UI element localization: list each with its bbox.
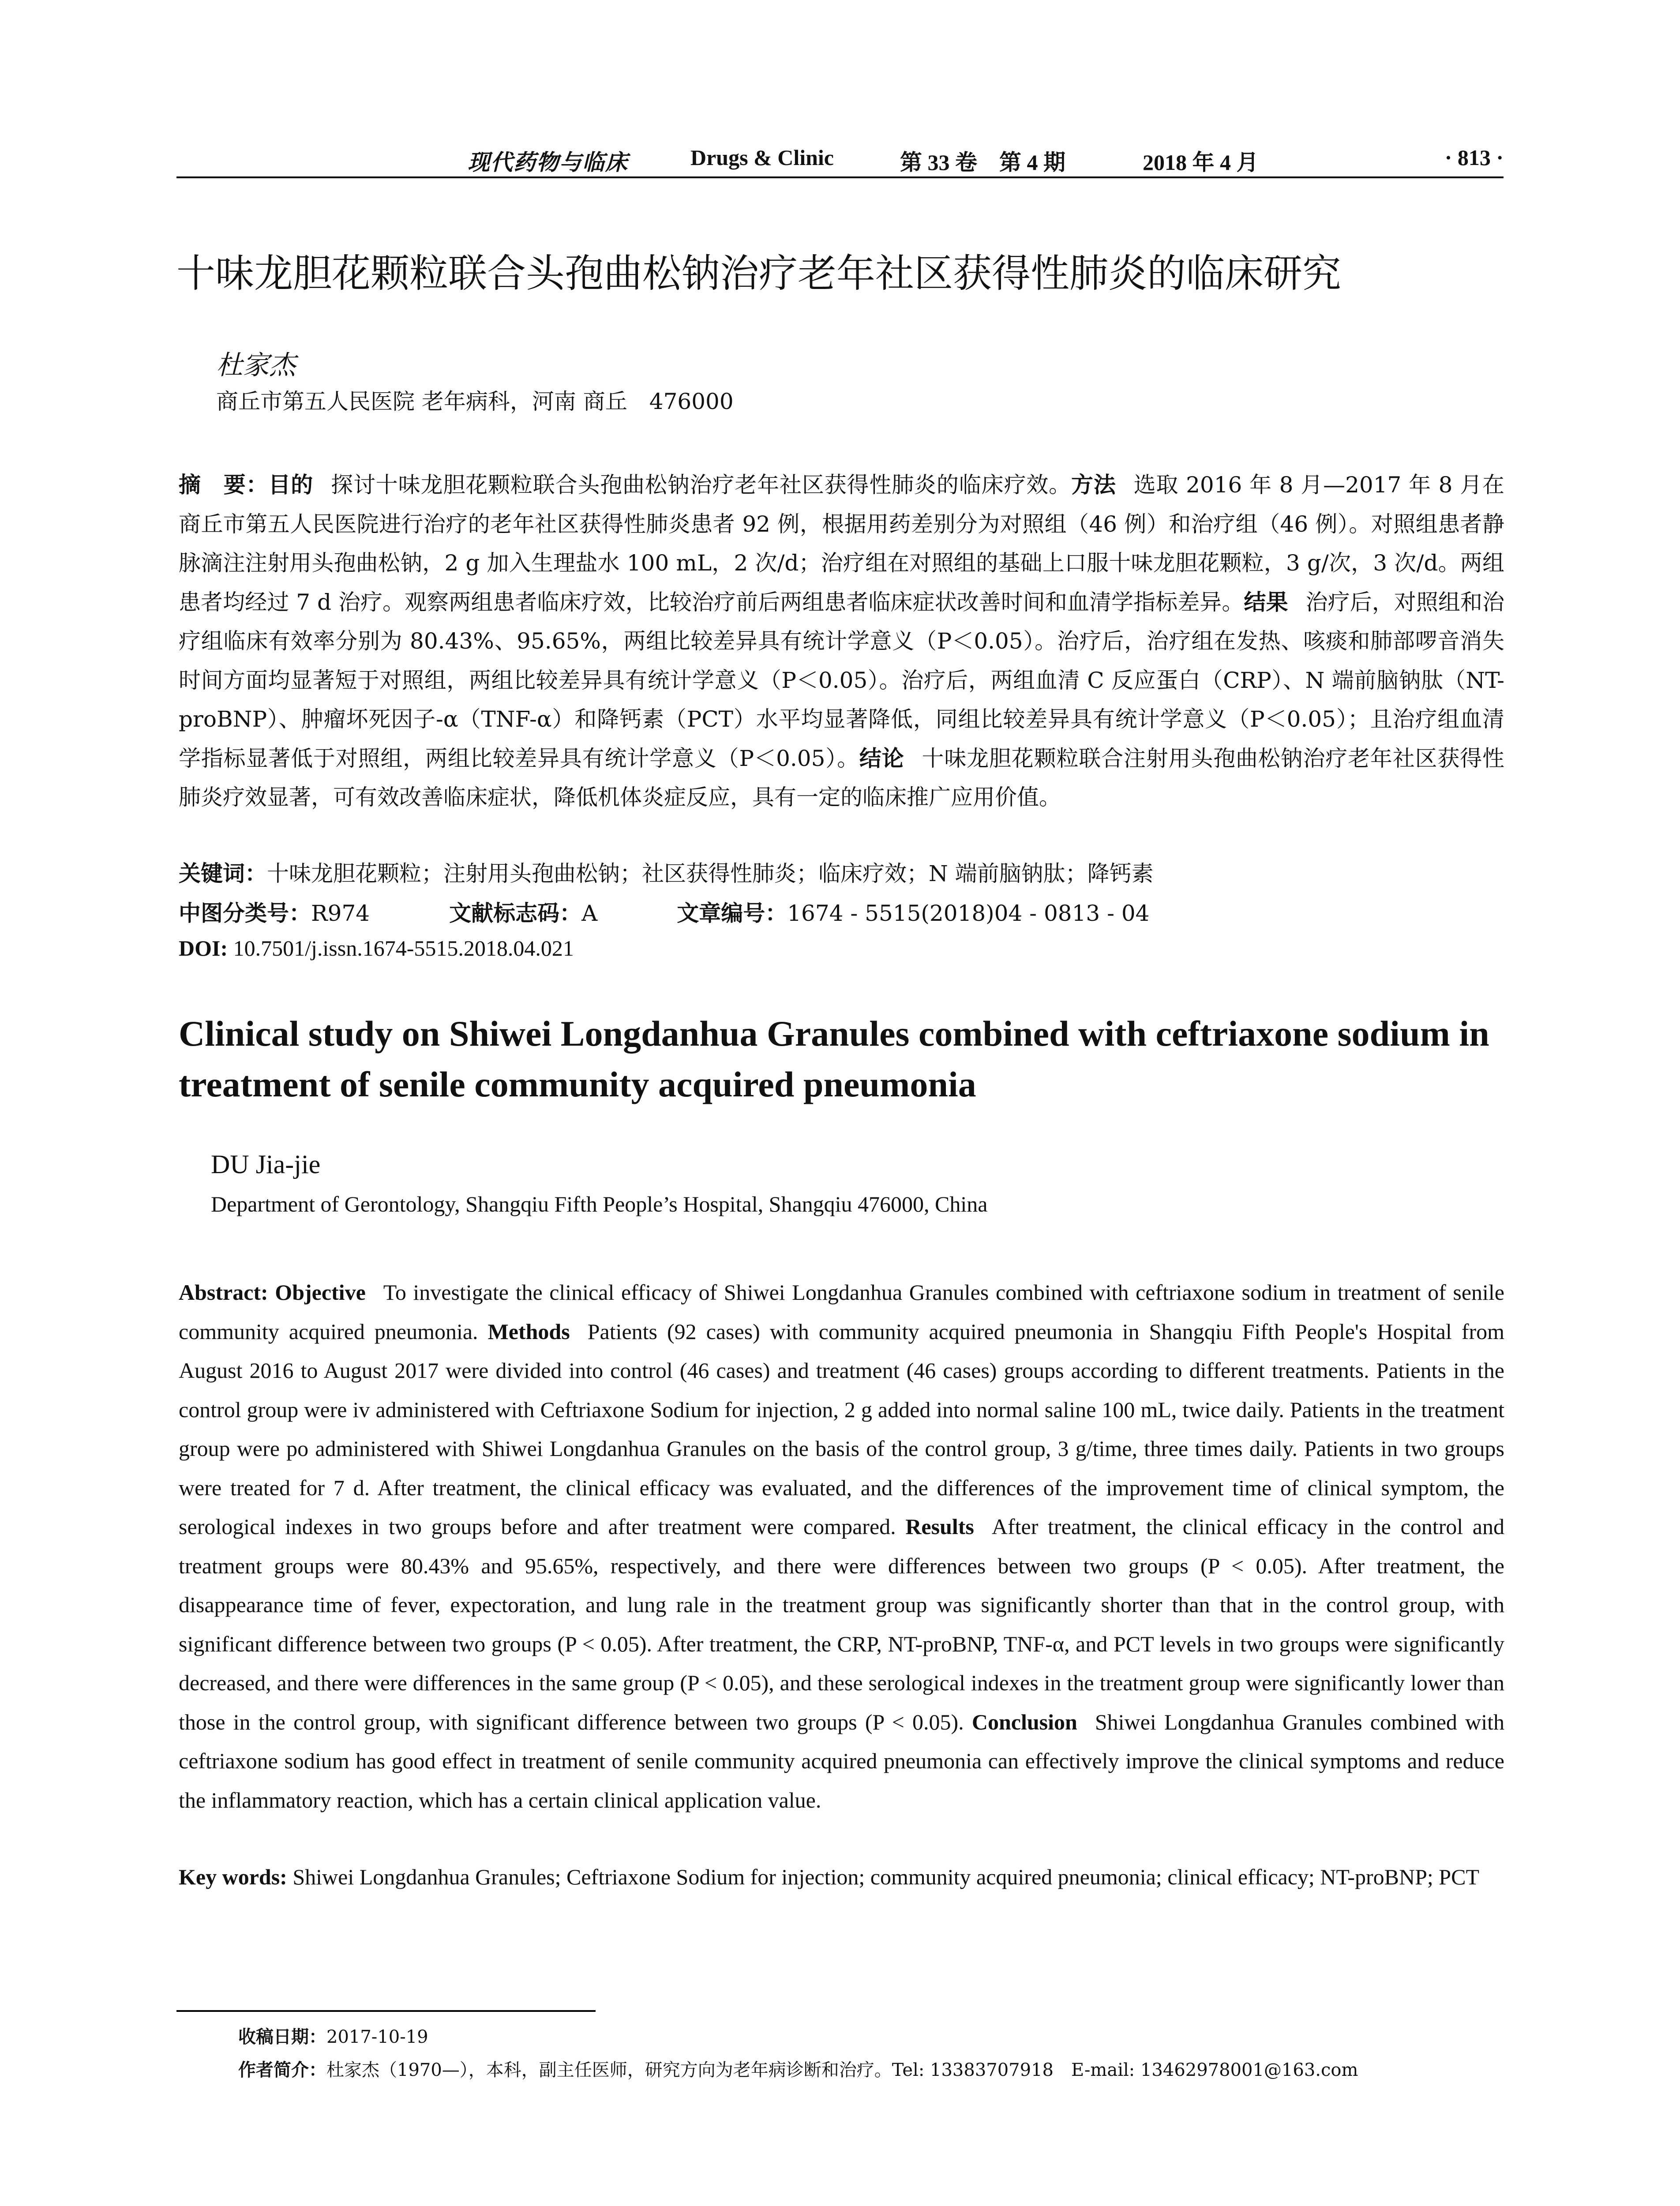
author-en: DU Jia-jie xyxy=(211,1150,321,1179)
methods-label-cn: 方法 xyxy=(1071,472,1116,498)
bio-label: 作者简介： xyxy=(238,2060,326,2080)
keywords-text-cn: 十味龙胆花颗粒；注射用头孢曲松钠；社区获得性肺炎；临床疗效；N 端前脑钠肽；降钙素 xyxy=(267,861,1154,886)
author-bio-footnote xyxy=(238,2056,1358,2081)
article-no-value: 1674 - 5515(2018)04 - 0813 - 04 xyxy=(787,900,1150,926)
abstract-label-cn: 摘 要： xyxy=(179,472,269,498)
conclusion-label-en: Conclusion xyxy=(971,1709,1077,1734)
results-text-en: After treatment, the clinical efficacy in the control and treatment groups were 80.43% and 95.65%, respectively, and there were differences between two groups (P < 0.05). After treatment, the disappearance time of fever, expectoration, and lung rale in the treatment group was significantly shorter than that in the control group, with significant difference between two groups (P < 0.05). After treatment, the CRP, NT-proBNP, TNF-α, and PCT levels in two groups were significantly decreased, and there were differences in the same group (P < 0.05), and these serological indexes in the treatment group were significantly lower than those in the control group, with significant difference between two groups (P < 0.05). xyxy=(179,1514,1504,1734)
keywords-label-en: Key words: xyxy=(179,1865,287,1889)
article-no-label: 文章编号： xyxy=(677,900,788,926)
author-cn: 杜家杰 xyxy=(216,350,296,381)
conclusion-text-cn: 十味龙胆花颗粒联合注射用头孢曲松钠治疗老年社区获得性肺炎疗效显著，可有效改善临床症状，降低机体炎症反应，具有一定的临床推广应用价值。 xyxy=(179,745,1504,810)
footnote-rule xyxy=(176,2010,596,2012)
received-date-footnote xyxy=(238,2023,428,2048)
methods-label-en: Methods xyxy=(488,1319,570,1344)
doccode-label: 文献标志码： xyxy=(449,900,582,926)
volume-issue: 第 33 卷 第 4 期 xyxy=(900,150,1065,175)
affiliation-cn: 商丘市第五人民医院 老年病科，河南 商丘 476000 xyxy=(216,389,734,414)
running-head xyxy=(176,140,1504,180)
clc-label: 中图分类号： xyxy=(179,900,311,926)
affiliation-en: Department of Gerontology, Shangqiu Fifth People’s Hospital, Shangqiu 476000, China xyxy=(211,1192,988,1216)
conclusion-label-cn: 结论 xyxy=(859,745,904,771)
results-label-cn: 结果 xyxy=(1244,589,1288,615)
abstract-cn xyxy=(179,465,1504,817)
doi-value[interactable]: 10.7501/j.issn.1674-5515.2018.04.021 xyxy=(233,936,574,960)
results-label-en: Results xyxy=(905,1514,974,1539)
keywords-en xyxy=(179,1857,1504,1897)
abstract-en xyxy=(179,1273,1504,1820)
clc-value: R974 xyxy=(311,900,370,926)
title-en: Clinical study on Shiwei Longdanhua Granules combined with ceftriaxone sodium in treatment of senile community acquired pneumonia xyxy=(179,1013,1489,1104)
keywords-cn xyxy=(179,856,1154,888)
classification-line xyxy=(179,896,1229,927)
keywords-label-cn: 关键词： xyxy=(179,861,267,886)
methods-text-en: Patients (92 cases) with community acquired pneumonia in Shangqiu Fifth People's Hospital from August 2016 to August 2017 were divided into control (46 cases) and treatment (46 cases) groups according to different treatments. Patients in the control group were iv administered with Ceftriaxone Sodium for injection, 2 g added into normal saline 100 mL, twice daily. Patients in the treatment group were po administered with Shiwei Longdanhua Granules on the basis of the control group, 3 g/time, three times daily. Patients in two groups were treated for 7 d. After treatment, the clinical efficacy was evaluated, and the differences of the improvement time of clinical symptom, the serological indexes in two groups before and after treatment were compared. xyxy=(179,1319,1505,1539)
results-text-cn: 治疗后，对照组和治疗组临床有效率分别为 80.43%、95.65%，两组比较差异具有统计学意义（P＜0.05）。治疗后，治疗组在发热、咳痰和肺部啰音消失时间方面均显著短于对照组，两组比较差异具有统计学意义（P＜0.05）。治疗后，两组血清 C 反应蛋白（CRP）、N 端前脑钠肽（NT-proBNP）、肿瘤坏死因子-α（TNF-α）和降钙素（PCT）水平均显著降低，同组比较差异具有统计学意义（P＜0.05）；且治疗组血清学指标显著低于对照组，两组比较差异具有统计学意义（P＜0.05）。 xyxy=(179,589,1505,771)
title-cn: 十味龙胆花颗粒联合头孢曲松钠治疗老年社区获得性肺炎的临床研究 xyxy=(176,251,1342,296)
received-value: 2017-10-19 xyxy=(326,2027,428,2047)
objective-text-en: To investigate the clinical efficacy of Shiwei Longdanhua Granules combined with ceftriaxone sodium in treatment of senile community acquired pneumonia. xyxy=(179,1280,1504,1344)
header-rule xyxy=(176,176,1504,178)
objective-label-cn: 目的 xyxy=(268,472,314,498)
bio-text: 杜家杰（1970—），本科，副主任医师，研究方向为老年病诊断和治疗。Tel: 13383707918 E-mail: 13462978001@163.com xyxy=(326,2060,1358,2080)
issue-date: 2018 年 4 月 xyxy=(1143,150,1259,175)
objective-text-cn: 探讨十味龙胆花颗粒联合头孢曲松钠治疗老年社区获得性肺炎的临床疗效。 xyxy=(331,472,1071,498)
doi-line xyxy=(179,935,574,961)
doccode-value: A xyxy=(581,900,598,926)
doi-label: DOI: xyxy=(179,936,228,960)
keywords-text-en: Shiwei Longdanhua Granules; Ceftriaxone Sodium for injection; community acquired pneumonia; clinical efficacy; NT-proBNP; PCT xyxy=(292,1865,1480,1889)
journal-name-en: Drugs & Clinic xyxy=(690,145,834,170)
page-number: · 813 · xyxy=(1444,145,1504,170)
conclusion-text-en: Shiwei Longdanhua Granules combined with ceftriaxone sodium has good effect in treatment of senile community acquired pneumonia can effectively improve the clinical symptoms and reduce the inflammatory reaction, which has a certain clinical application value. xyxy=(179,1709,1505,1812)
journal-name-cn: 现代药物与临床 xyxy=(468,149,628,175)
received-label: 收稿日期： xyxy=(238,2027,326,2047)
objective-label-en: Objective xyxy=(275,1280,366,1305)
abstract-label-en: Abstract: xyxy=(179,1280,268,1305)
methods-text-cn: 选取 2016 年 8 月—2017 年 8 月在商丘市第五人民医院进行治疗的老年社区获得性肺炎患者 92 例，根据用药差别分为对照组（46 例）和治疗组（46 例）。对照组患者静脉滴注注射用头孢曲松钠，2 g 加入生理盐水 100 mL，2 次/d；治疗组在对照组的基础上口服十味龙胆花颗粒，3 g/次，3 次/d。两组患者均经过 7 d 治疗。观察两组患者临床疗效，比较治疗前后两组患者临床症状改善时间和血清学指标差异。 xyxy=(179,472,1505,615)
